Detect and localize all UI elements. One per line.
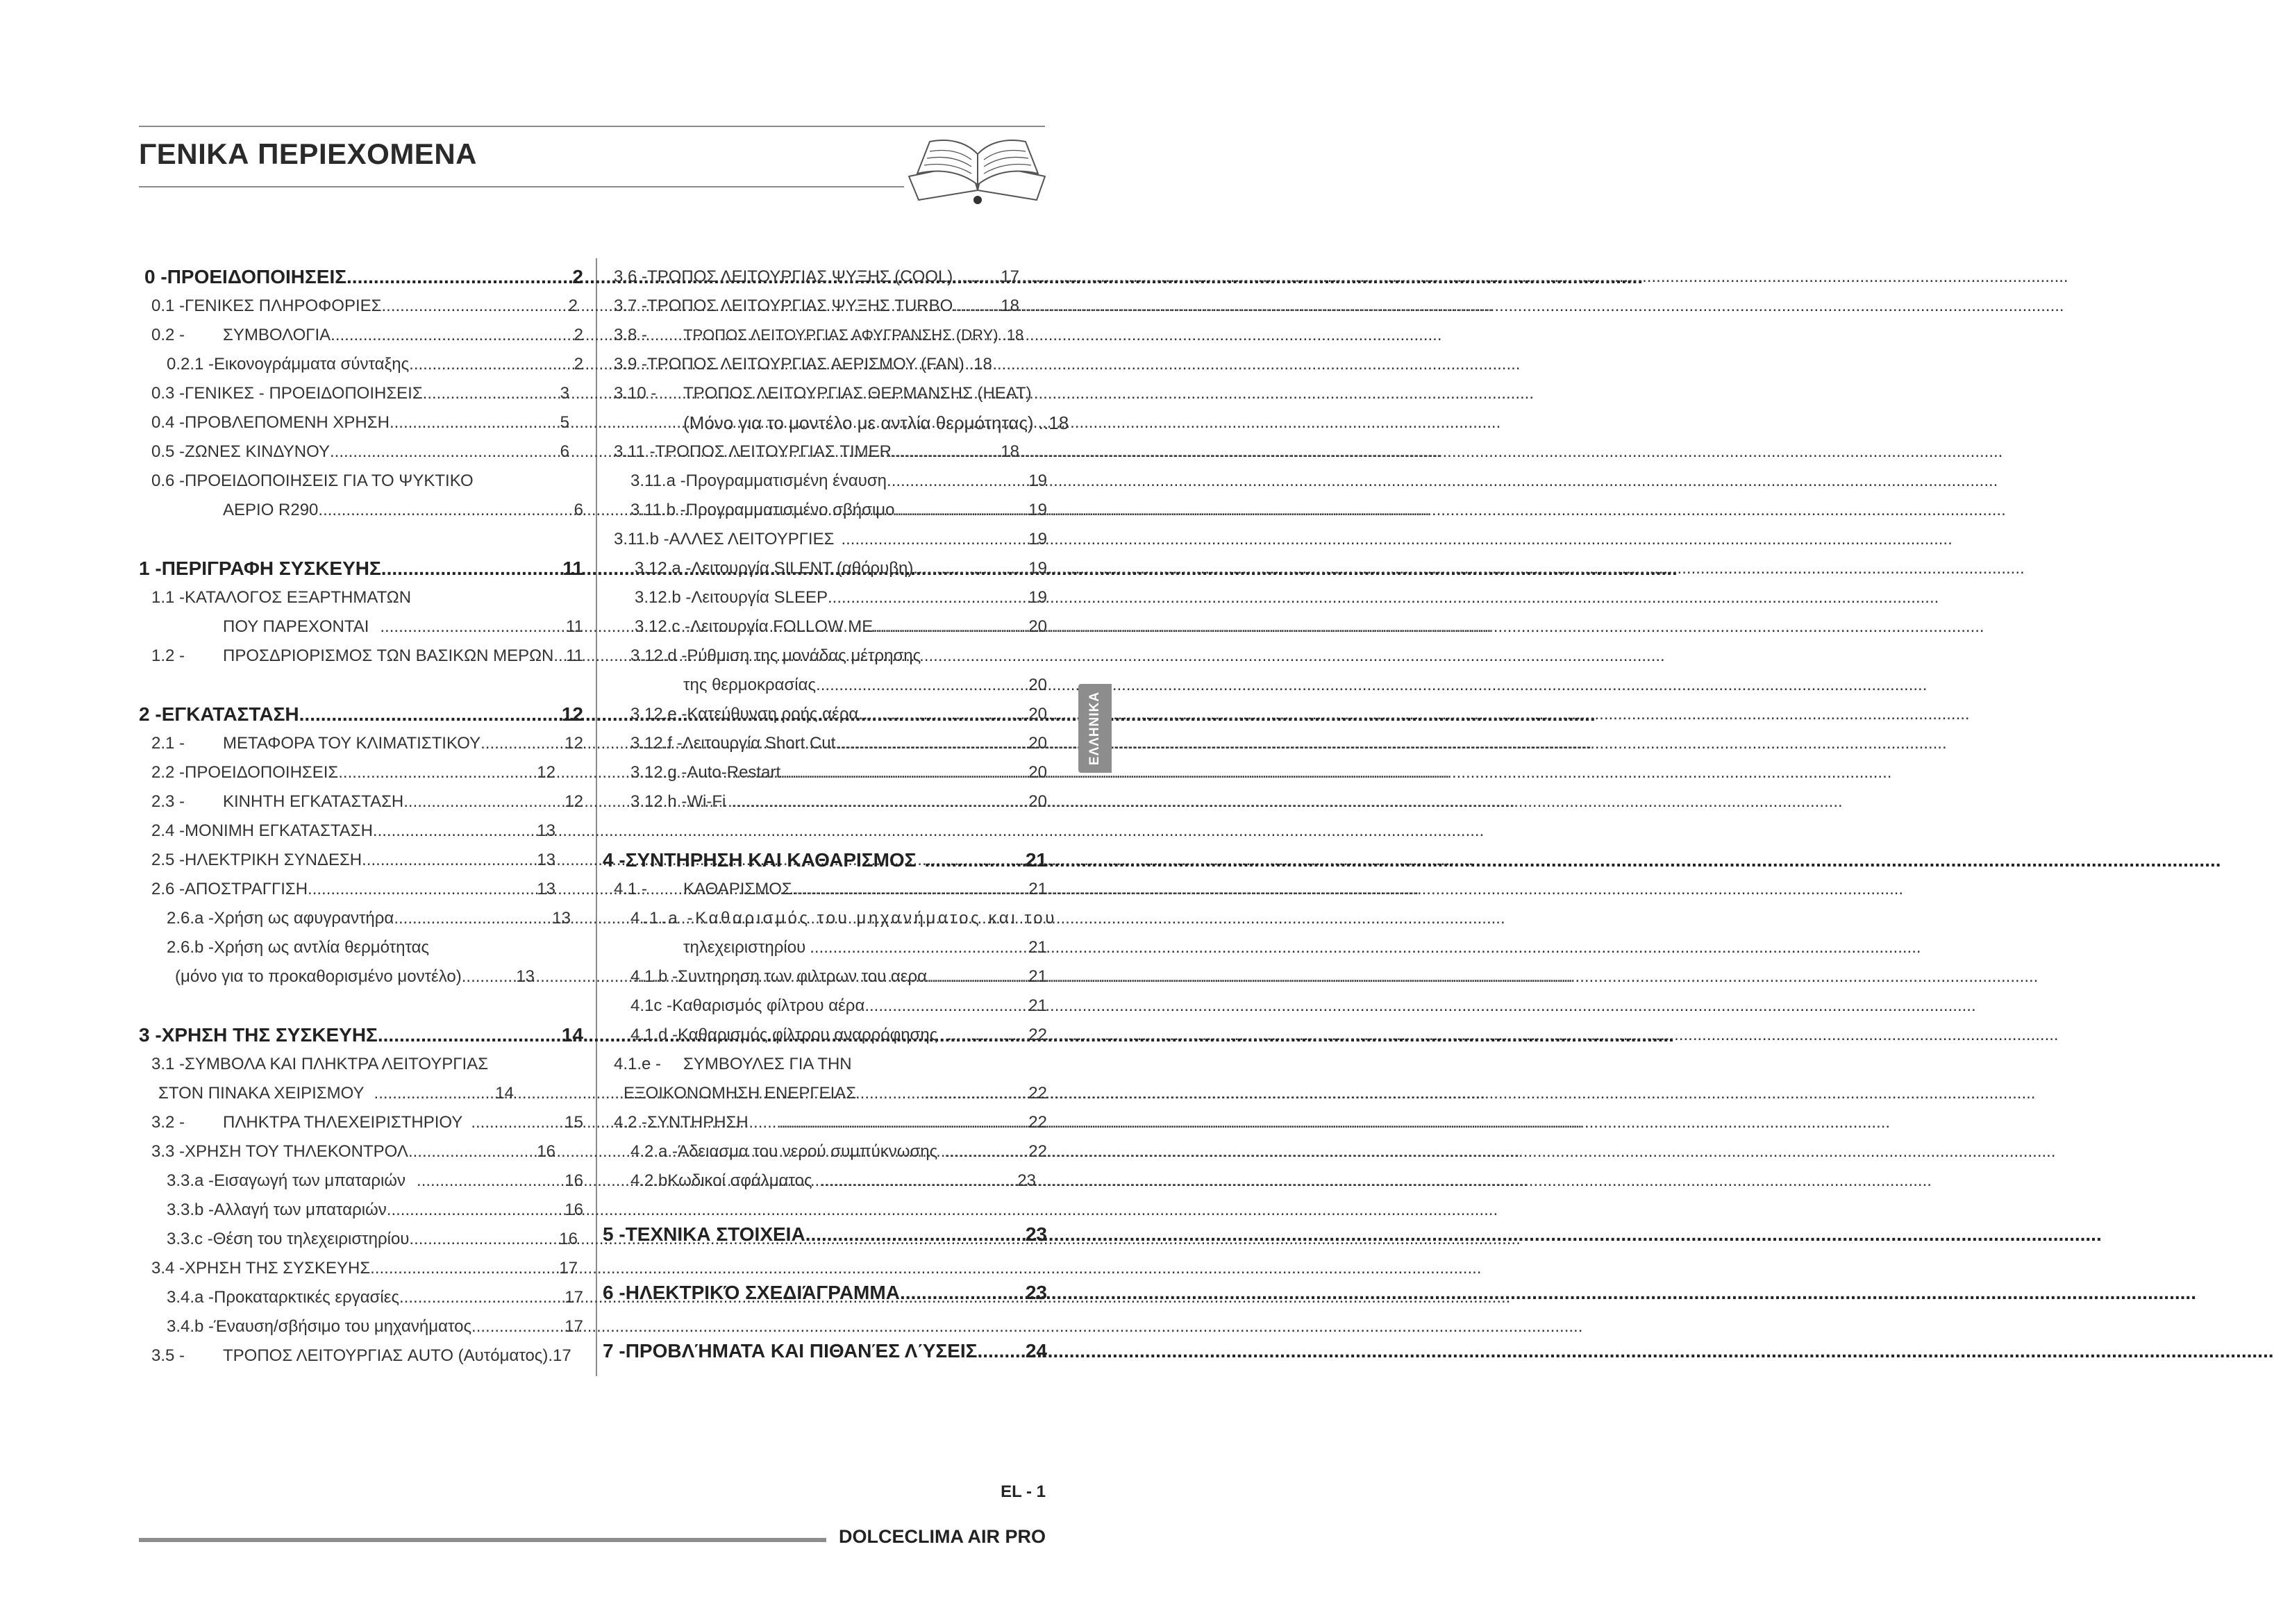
toc-entry-3-12-a: 3.12.a - Λειτουργία SILENT (αθόρυβη) ..... 19 xyxy=(603,554,1047,583)
toc-entry-3-12-e: 3.12.e - Κατεύθυνση ροής αέρα ..... 20 xyxy=(603,700,1047,729)
toc-entry-3-12-h: 3.12.h - Wi-Fi ..... 20 xyxy=(603,787,1047,817)
toc-entry-3-3-b: 3.3.b - Αλλαγή των μπαταριών ..... 16 xyxy=(139,1196,583,1225)
toc-entry-3-3: 3.3 - ΧΡΗΣΗ ΤΟΥ ΤΗΛΕΚΟΝΤΡΟΛ ..... 16 xyxy=(139,1137,583,1166)
toc-entry-0-4: 0.4 - ΠΡΟΒΛΕΠΟΜΕΝΗ ΧΡΗΣΗ ..... 5 xyxy=(139,408,583,437)
toc-entry-6: 6 - ΗΛΕΚΤΡΙΚΌ ΣΧΕΔΙΆΓΡΑΜΜΑ ..... 23 xyxy=(603,1273,1047,1312)
toc-entry-2-6-b: 2.6.b - Χρήση ως αντλία θερμότητας xyxy=(167,938,430,957)
toc-entry-4-2-a: 4.2.a - Άδειασμα του νερού συμπύκνωσης ..... 22 xyxy=(603,1137,1047,1166)
toc-entry-3-1-cont: ΣΤΟΝ ΠΙΝΑΚΑ ΧΕΙΡΙΣΜΟΥ ..... 14 xyxy=(139,1079,583,1108)
toc-entry-4: 4 - ΣΥΝΤΗΡΗΣΗ ΚΑΙ ΚΑΘΑΡΙΣΜΟΣ ..... 21 xyxy=(603,846,1047,875)
toc-entry-4-1-a-cont: τηλεχειριστηρίου ..... 21 xyxy=(603,933,1047,962)
toc-entry-4-1-e: 4.1.e - ΣΥΜΒΟΥΛΕΣ ΓΙΑ ΤΗΝ xyxy=(614,1055,852,1073)
toc-entry-3-11: 3.11 - ΤΡΟΠΟΣ ΛΕΙΤΟΥΡΓΙΑΣ TIMER ..... 18 xyxy=(603,437,1047,467)
toc-entry-0-2: 0.2 - ΣΥΜΒΟΛΟΓΙΑ ..... 2 xyxy=(139,321,583,350)
toc-entry-1: 1 - ΠΕΡΙΓΡΑΦΗ ΣΥΣΚΕΥΗΣ ..... 11 xyxy=(139,554,583,583)
toc-entry-0-6: 0.6 - ΠΡΟΕΙΔΟΠΟΙΗΣΕΙΣ ΓΙΑ ΤΟ ΨΥΚΤΙΚΟ xyxy=(151,471,474,490)
toc-entry-2-6-a: 2.6.a - Χρήση ως αφυγραντήρα ..... 13 xyxy=(139,904,583,933)
toc-entry-0: 0 - ΠΡΟΕΙΔΟΠΟΙΗΣΕΙΣ ..... 2 xyxy=(139,262,583,292)
toc-entry-3-12-d: 3.12.d - Ρύθμιση της μονάδας μέτρησης xyxy=(630,646,921,665)
toc-entry-4-1-c: 4.1c - Καθαρισμός φίλτρου αέρα ..... 21 xyxy=(603,991,1047,1021)
toc-entry-3-12-c: 3.12.c - Λειτουργία FOLLOW ME ..... 20 xyxy=(603,612,1047,642)
toc-entry-3-10: 3.10 - ΤΡΟΠΟΣ ΛΕΙΤΟΥΡΓΙΑΣ ΘΕΡΜΑΝΣΗΣ (HEAT) xyxy=(614,384,1032,403)
toc-entry-2-3: 2.3 - ΚΙΝΗΤΗ ΕΓΚΑΤΑΣΤΑΣΗ ..... 12 xyxy=(139,787,583,817)
toc-entry-3-5: 3.5 - ΤΡΟΠΟΣ ΛΕΙΤΟΥΡΓΙΑΣ AUTO (Αυτόματος) . 17 xyxy=(151,1346,571,1365)
toc-entry-3: 3 - ΧΡΗΣΗ ΤΗΣ ΣΥΣΚΕΥΗΣ ..... 14 xyxy=(139,1021,583,1050)
header-top-rule xyxy=(139,126,1045,127)
toc-entry-3-12-g: 3.12.g - Auto-Restart ..... 20 xyxy=(603,758,1047,787)
toc-entry-4-1-d: 4.1.d - Καθαρισμός φίλτρου αναρρόφησης ..... 22 xyxy=(603,1021,1047,1050)
toc-entry-2-2: 2.2 - ΠΡΟΕΙΔΟΠΟΙΗΣΕΙΣ ..... 12 xyxy=(139,758,583,787)
header-title-rule xyxy=(139,186,904,187)
toc-entry-4-2-b: 4.2.b Κωδικοί σφάλματος ..... 23 xyxy=(603,1166,1047,1196)
toc-entry-2-6-b-cont: (μόνο για το προκαθορισμένο μοντέλο) ..... 13 xyxy=(139,962,583,991)
toc-entry-1-1-cont: ΠΟΥ ΠΑΡΕΧΟΝΤΑΙ ..... 11 xyxy=(139,612,583,642)
toc-entry-0-2-1: 0.2.1 - Εικονογράμματα σύνταξης ..... 2 xyxy=(139,350,583,379)
toc-right-column xyxy=(603,262,1069,1371)
toc-entry-4-1-a: 4.1.a - Καθαρισμός του μηχανήματος και του xyxy=(630,909,1057,928)
toc-entry-0-6-cont: ΑΕΡΙΟ R290 ..... 6 xyxy=(139,496,583,525)
page-number: EL - 1 xyxy=(1001,1482,1046,1501)
toc-entry-3-10-cont: (Μόνο για το μοντέλο με αντλία θερμότητας) .. 18 xyxy=(683,412,1069,433)
toc-entry-7: 7 - ΠΡΟΒΛΉΜΑΤΑ ΚΑΙ ΠΙΘΑΝΈΣ ΛΎΣΕΙΣ ..... 24 xyxy=(603,1332,1047,1371)
toc-entry-4-1: 4.1 - ΚΑΘΑΡΙΣΜΟΣ ..... 21 xyxy=(603,875,1047,904)
toc-entry-2-5: 2.5 - ΗΛΕΚΤΡΙΚΗ ΣΥΝΔΕΣΗ ..... 13 xyxy=(139,846,583,875)
toc-entry-3-3-c: 3.3.c - Θέση του τηλεχειριστηρίου ..... 16 xyxy=(139,1225,583,1254)
toc-entry-3-9: 3.9 - ΤΡΟΠΟΣ ΛΕΙΤΟΥΡΓΙΑΣ ΑΕΡΙΣΜΟΥ (FAN) . 18 xyxy=(614,355,992,374)
toc-entry-0-5: 0.5 - ΖΩΝΕΣ ΚΙΝΔΥΝΟΥ ..... 6 xyxy=(139,437,583,467)
brand-name: DOLCECLIMA AIR PRO xyxy=(839,1526,1046,1547)
toc-entry-2-1: 2.1 - ΜΕΤΑΦΟΡΑ ΤΟΥ ΚΛΙΜΑΤΙΣΤΙΚΟΥ ..... 12 xyxy=(139,729,583,758)
open-book-icon xyxy=(906,136,1048,206)
language-tab-label: ΕΛΛΗΝΙΚΑ xyxy=(1087,691,1102,766)
toc-left-column xyxy=(139,262,583,1371)
toc-entry-0-3: 0.3 - ΓΕΝΙΚΕΣ - ΠΡΟΕΙΔΟΠΟΙΗΣΕΙΣ ..... 3 xyxy=(139,379,583,408)
toc-entry-4-1-b: 4.1.b - Συντηρηση των φιλτρων του αερα ..... 21 xyxy=(603,962,1047,991)
language-tab xyxy=(1078,684,1112,773)
toc-entry-4-2: 4.2 - ΣΥΝΤΗΡΗΣΗ ..... 22 xyxy=(603,1108,1047,1137)
toc-entry-3-1: 3.1 - ΣΥΜΒΟΛΑ ΚΑΙ ΠΛΗΚΤΡΑ ΛΕΙΤΟΥΡΓΙΑΣ xyxy=(151,1055,489,1073)
page-title: ΓΕΝΙΚΑ ΠΕΡΙΕΧΟΜΕΝΑ xyxy=(139,137,477,170)
toc-entry-3-11-b: 3.11.b - Προγραμματισμένο σβήσιμο ..... 19 xyxy=(603,496,1047,525)
toc-entry-3-4-b: 3.4.b - Έναυση/σβήσιμο του μηχανήματος ..... 17 xyxy=(139,1312,583,1341)
toc-entry-3-7: 3.7 - ΤΡΟΠΟΣ ΛΕΙΤΟΥΡΓΙΑΣ ΨΥΞΗΣ TURBO ..... 18 xyxy=(603,292,1047,321)
toc-entry-0-1: 0.1 - ΓΕΝΙΚΕΣ ΠΛΗΡΟΦΟΡΙΕΣ ..... 2 xyxy=(139,292,583,321)
toc-entry-1-2: 1.2 - ΠΡΟΣΔΡΙΟΡΙΣΜΟΣ ΤΩΝ ΒΑΣΙΚΩΝ ΜΕΡΩΝ ..... 11 xyxy=(139,642,583,671)
toc-entry-2-4: 2.4 - ΜΟΝΙΜΗ ΕΓΚΑΤΑΣΤΑΣΗ ..... 13 xyxy=(139,817,583,846)
toc-entry-2: 2 - ΕΓΚΑΤΑΣΤΑΣΗ ..... 12 xyxy=(139,700,583,729)
toc-entry-4-1-e-cont: ΕΞΟΙΚΟΝΟΜΗΣΗ ΕΝΕΡΓΕΙΑΣ ..... 22 xyxy=(603,1079,1047,1108)
toc-entry-3-12-d-cont: της θερμοκρασίας ..... 20 xyxy=(603,671,1047,700)
toc-entry-5: 5 - ΤΕΧΝΙΚΑ ΣΤΟΙΧΕΙΑ ..... 23 xyxy=(603,1215,1047,1254)
toc-entry-3-4: 3.4 - ΧΡΗΣΗ ΤΗΣ ΣΥΣΚΕΥΗΣ ..... 17 xyxy=(139,1254,583,1283)
toc-entry-3-2: 3.2 - ΠΛΗΚΤΡΑ ΤΗΛΕΧΕΙΡΙΣΤΗΡΙΟΥ ..... 15 xyxy=(139,1108,583,1137)
footer-rule xyxy=(139,1538,826,1542)
toc-entry-3-12-f: 3.12.f - Λειτουργία Short Cut ..... 20 xyxy=(603,729,1047,758)
toc-entry-2-6: 2.6 - ΑΠΟΣΤΡΑΓΓΙΣΗ ..... 13 xyxy=(139,875,583,904)
toc-entry-3-12: 3.11.b - ΑΛΛΕΣ ΛΕΙΤΟΥΡΓΙΕΣ ..... 19 xyxy=(603,525,1047,554)
toc-entry-3-3-a: 3.3.a - Εισαγωγή των μπαταριών ..... 16 xyxy=(139,1166,583,1196)
toc-entry-1-1: 1.1 - ΚΑΤΑΛΟΓΟΣ ΕΞΑΡΤΗΜΑΤΩΝ xyxy=(151,588,412,607)
toc-entry-3-6: 3.6 - ΤΡΟΠΟΣ ΛΕΙΤΟΥΡΓΙΑΣ ΨΥΞΗΣ (COOL) ..... 17 xyxy=(603,262,1047,292)
toc-entry-3-8: 3.8 - ΤΡΟΠΟΣ ΛΕΙΤΟΥΡΓΙΑΣ ΑΦΥΓΡΑΝΣΗΣ (DRY) . 18 xyxy=(614,326,1024,344)
toc-entry-3-12-b: 3.12.b - Λειτουργία SLEEP ..... 19 xyxy=(603,583,1047,612)
toc-entry-3-4-a: 3.4.a - Προκαταρκτικές εργασίες ..... 17 xyxy=(139,1283,583,1312)
toc-entry-3-11-a: 3.11.a - Προγραμματισμένη έναυση ..... 19 xyxy=(603,467,1047,496)
